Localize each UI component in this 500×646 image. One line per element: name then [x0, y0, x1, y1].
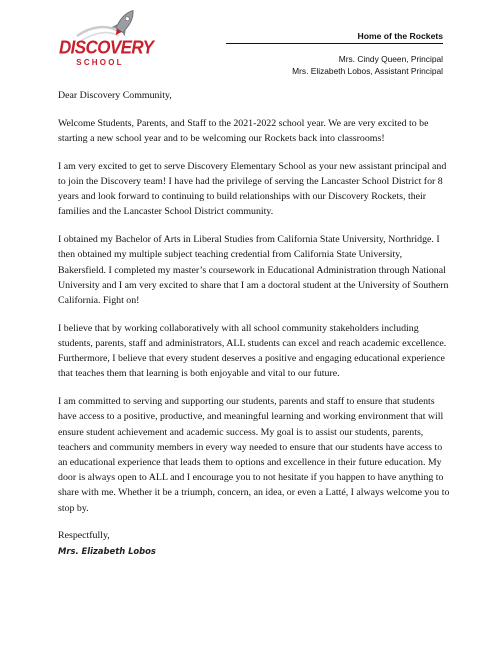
assistant-principal-name: Mrs. Elizabeth Lobos, Assistant Principal: [292, 65, 443, 76]
principal-name: Mrs. Cindy Queen, Principal: [338, 54, 443, 64]
logo-wordmark: DISCOVERY: [59, 37, 154, 58]
logo-subtitle: SCHOOL: [76, 58, 124, 67]
principal-block: [292, 54, 443, 77]
header-divider: [226, 43, 443, 44]
closing: Respectfully,: [58, 530, 110, 542]
school-logo: [57, 6, 154, 68]
paragraph: I obtained my Bachelor of Arts in Liberal Studies from California State University, Northridge. I then obtained my multiple subject teaching credential from California State University, Bakersfield. I completed my master’s coursework in Educational Administration through National University and I am very excited to share that I am a doctoral student at the University of Southern California. Fight on!: [58, 234, 449, 307]
paragraph: Welcome Students, Parents, and Staff to the 2021-2022 school year. We are very excited to be starting a new school year and to be welcoming our Rockets back into classrooms!: [58, 117, 429, 144]
greeting: Dear Discovery Community,: [58, 90, 172, 101]
letter-body: [58, 88, 452, 556]
paragraph: I believe that by working collaboratively with all school community stakeholders including students, parents, staff and administrators, ALL students can excel and reach academic excellence. Furthermore, I believe that every student deserves a positive and engaging educational experience that teaches them that learning is both enjoyable and vital to our future.: [58, 322, 447, 380]
tagline: Home of the Rockets: [357, 31, 443, 41]
signature: Mrs. Elizabeth Lobos: [58, 546, 156, 556]
paragraph: I am very excited to get to serve Discovery Elementary School as your new assistant principal and to join the Discovery team! I have had the privilege of serving the Lancaster School District for 8 years and look forward to continuing to build relationships with our Discovery Rockets, their families and the Lancaster School District community.: [58, 160, 447, 218]
paragraph: I am committed to serving and supporting our students, parents and staff to ensure that students have access to a positive, productive, and meaningful learning and working environment that will ensure student achievement and academic success. My goal is to assist our students, parents, teachers and community members in every way needed to ensure that our students have access to an educational experience that leads them to options and excellence in their future education. My door is always open to ALL and I encourage you to not hesitate if you happen to have anything to share with me. Whether it be a triumph, concern, an idea, or even a Latté, I always welcome you to stop by.: [58, 396, 450, 514]
